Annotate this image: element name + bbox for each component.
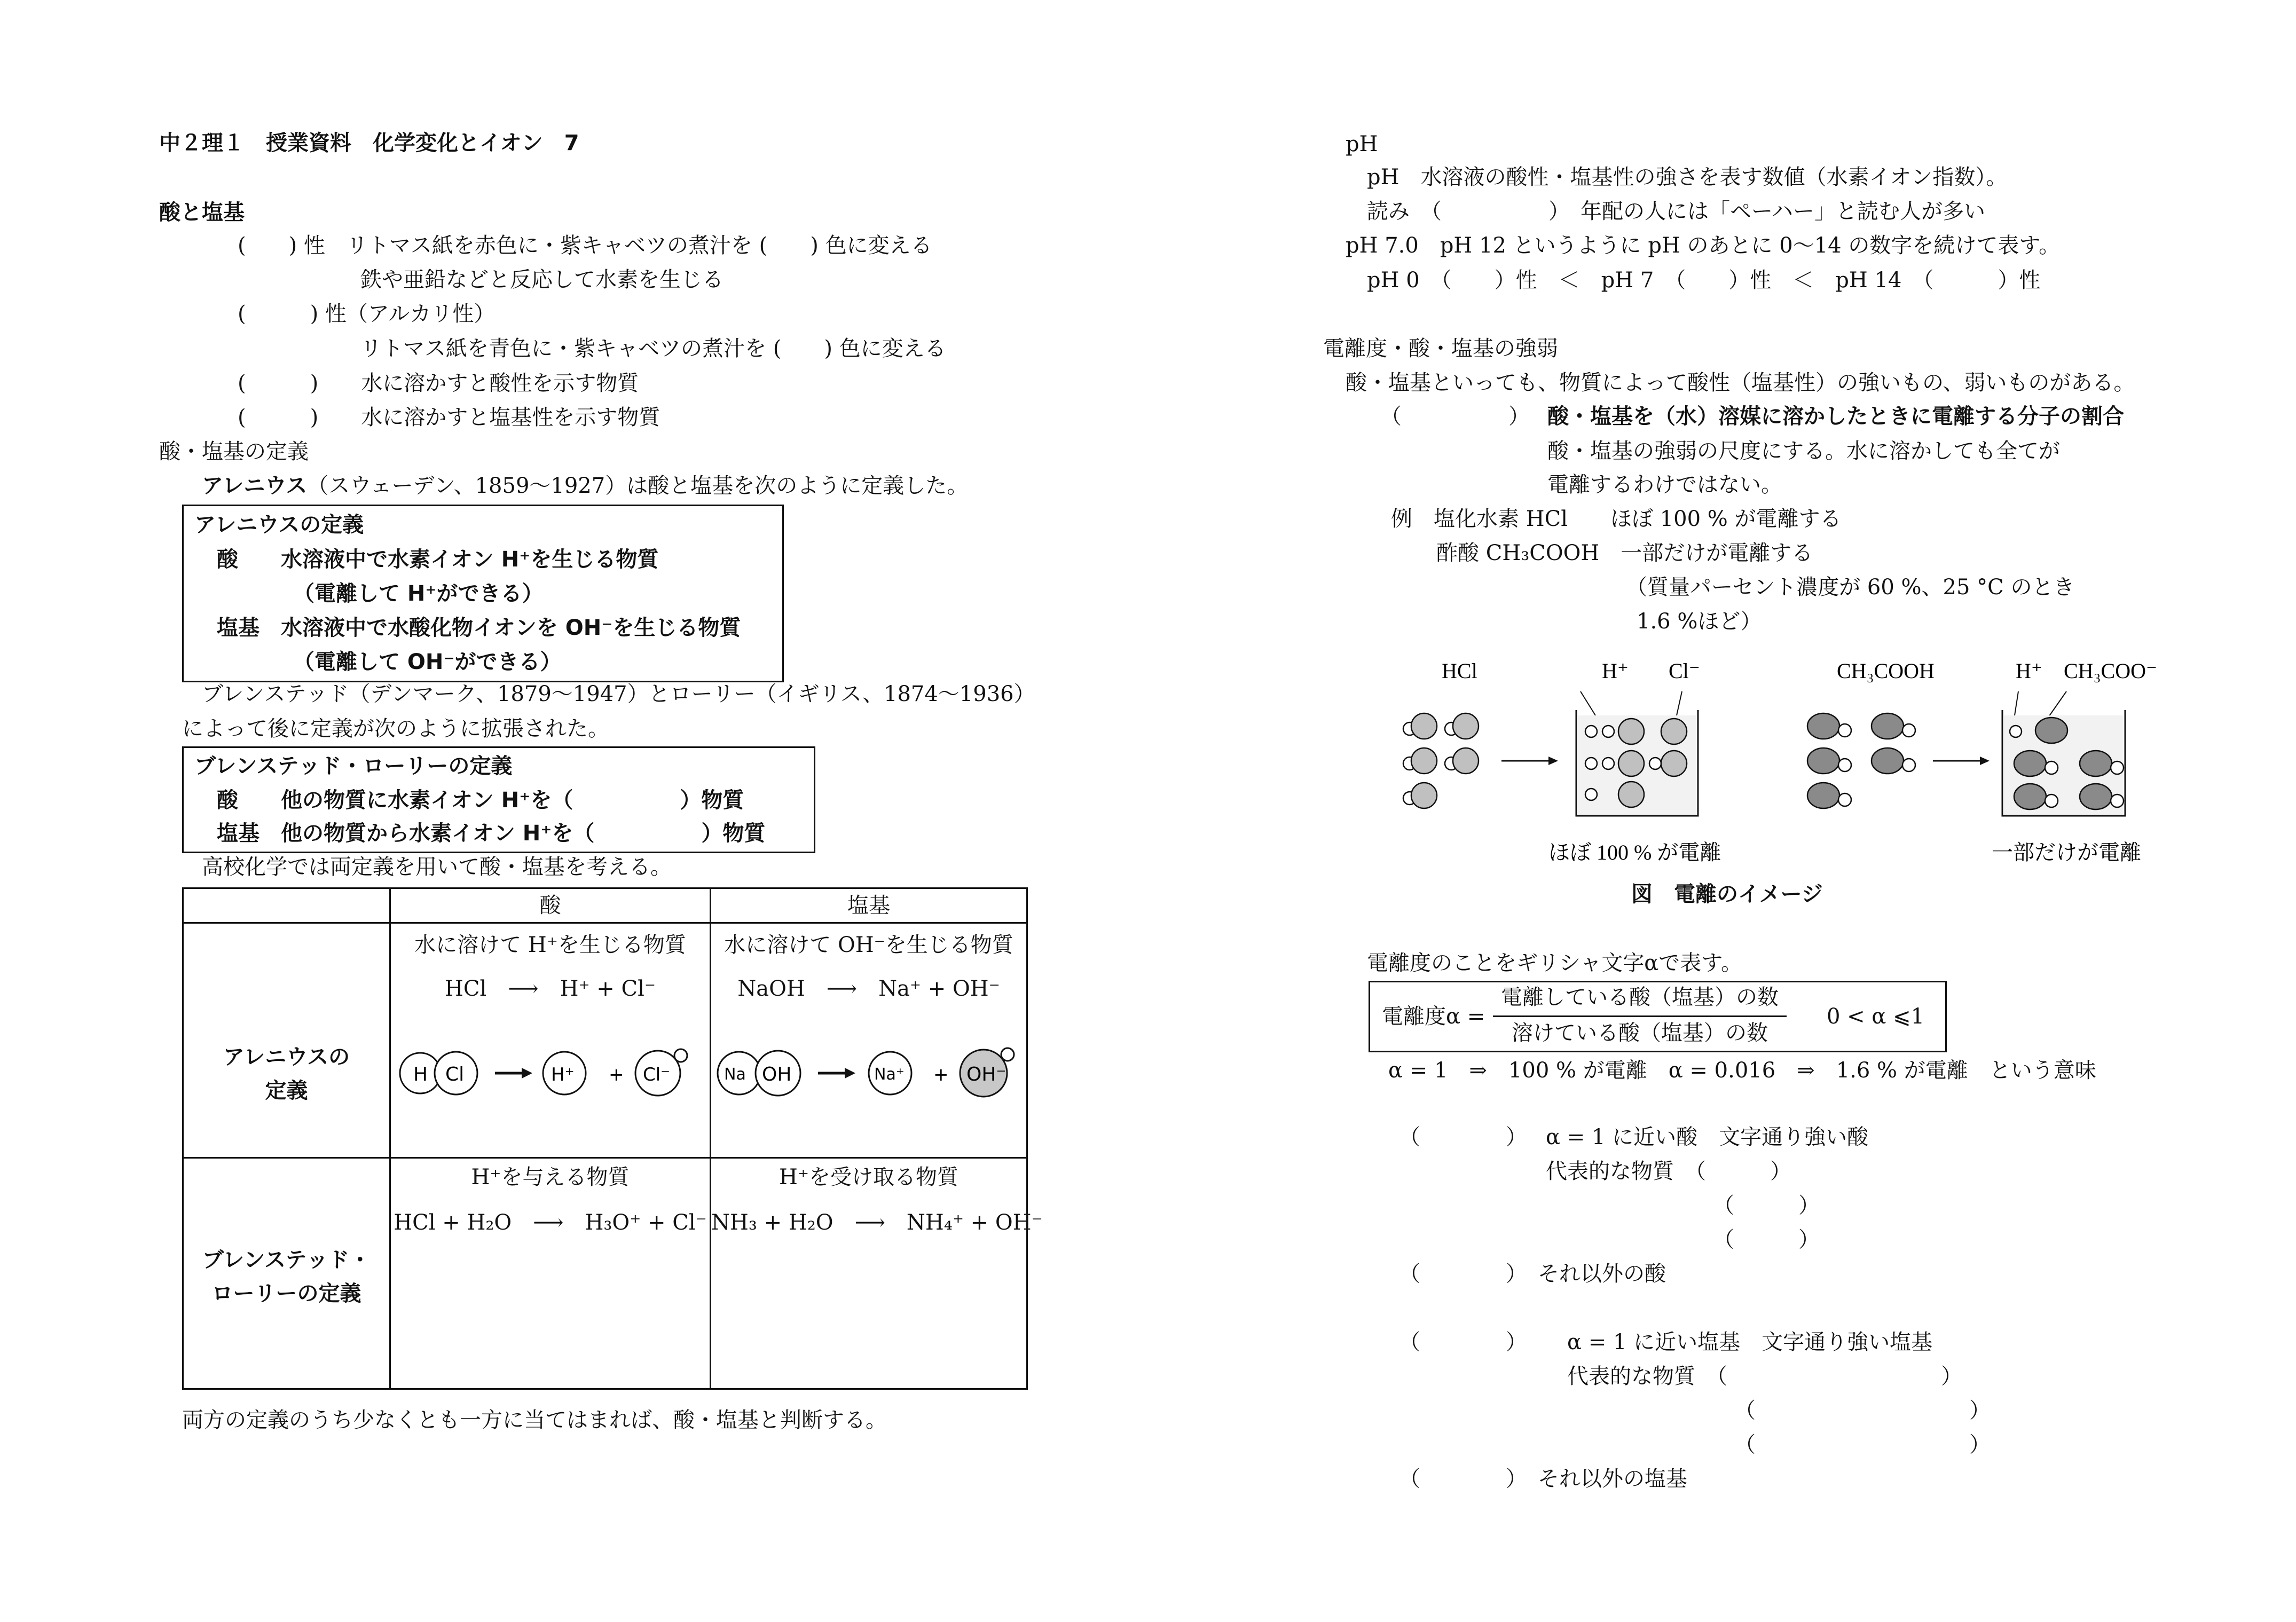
strong-base-desc: α = 1 に近い塩基 文字通り強い塩基	[1567, 1330, 1933, 1355]
base-property-line: ( ) 性（アルカリ性）	[238, 302, 496, 326]
label-acetic-acid: CH₃COOH	[1837, 659, 1935, 683]
arrhenius-acid-desc: 水に溶けて H⁺を生じる物質	[414, 933, 686, 957]
example-acetic-note: （質量パーセント濃度が 60 %、25 °C のとき	[1626, 575, 2075, 600]
caption-partial-ionization: 一部だけが電離	[1992, 840, 2141, 864]
svg-text:+: +	[933, 1064, 949, 1085]
section-title-definitions: 酸・塩基の定義	[159, 439, 309, 464]
example-acetic-note-2: 1.6 %ほど）	[1637, 609, 1762, 634]
strong-base-blank: （ ）	[1399, 1330, 1527, 1355]
label-h-plus: H⁺	[1602, 659, 1629, 683]
table-cell-arrhenius-acid	[390, 923, 711, 1158]
strong-base-examples: 代表的な物質 （ ）	[1567, 1364, 1962, 1389]
base-property-line-2: リトマス紙を青色に・紫キャベツの煮汁を ( ) 色に変える	[360, 336, 946, 361]
ph-example: pH 7.0 pH 12 というように pH のあとに 0〜14 の数字を続けて表す。	[1346, 233, 2061, 258]
arrhenius-acid-molecule-diagram	[391, 1036, 710, 1143]
ionization-figure	[1378, 657, 2232, 881]
bronsted-base-definition: 塩基 他の物質から水素イオン H⁺を（ ）物質	[217, 821, 766, 846]
bronsted-definition-box	[182, 746, 815, 853]
weak-acid-line: （ ） それ以外の酸	[1399, 1262, 1666, 1286]
strong-acid-examples: 代表的な物質 （ ）	[1546, 1159, 1791, 1184]
svg-text:Cl⁻: Cl⁻	[643, 1064, 671, 1085]
definitions-table	[182, 887, 1043, 1390]
acetic-acid-molecules	[1807, 713, 1915, 808]
label-hcl: HCl	[1442, 659, 1477, 683]
ionization-intro: 酸・塩基といっても、物質によって酸性（塩基性）の強いもの、弱いものがある。	[1346, 371, 2135, 395]
table-row-arrhenius-label: アレニウスの 定義	[183, 923, 390, 1158]
arrhenius-base-note: （電離して OH⁻ができる）	[293, 650, 562, 674]
strong-acid-desc: α = 1 に近い酸 文字通り強い酸	[1546, 1125, 1869, 1149]
strong-acid-examples-3: （ ）	[1713, 1227, 1820, 1252]
svg-text:Na⁺: Na⁺	[874, 1065, 905, 1084]
svg-text:Cl: Cl	[445, 1064, 465, 1085]
arrhenius-base-definition: 塩基 水溶液中で水酸化物イオンを OH⁻を生じる物質	[217, 616, 741, 640]
alpha-range: 0 < α ⩽1	[1827, 1004, 1925, 1029]
ionization-section-title: 電離度・酸・塩基の強弱	[1323, 336, 1558, 361]
strong-acid-blank: （ ）	[1399, 1125, 1527, 1149]
svg-text:Na: Na	[724, 1065, 746, 1084]
strong-base-examples-2: （ ）	[1734, 1398, 1991, 1423]
alpha-example: α = 1 ⇒ 100 % が電離 α = 0.016 ⇒ 1.6 % が電離 という意味	[1388, 1058, 2096, 1083]
label-acetate: CH₃COO⁻	[2064, 659, 2158, 683]
alpha-numerator: 電離している酸（塩基）の数	[1501, 985, 1779, 1010]
table-corner-cell	[183, 888, 390, 923]
table-header-acid: 酸	[390, 888, 711, 923]
arrhenius-acid-note: （電離して H⁺ができる）	[293, 581, 544, 606]
label-h-plus-2: H⁺	[2016, 659, 2042, 683]
bronsted-acid-equation: HCl + H₂O ⟶ H₃O⁺ + Cl⁻	[394, 1210, 707, 1235]
hcl-molecules	[1403, 713, 1479, 808]
base-definition-line: ( ) 水に溶かすと塩基性を示す物質	[238, 405, 661, 430]
ionization-blank: （ ）	[1380, 404, 1530, 429]
svg-text:OH: OH	[762, 1064, 792, 1085]
svg-text:+: +	[609, 1064, 624, 1085]
figure-title: 図 電離のイメージ	[1631, 882, 1823, 907]
arrhenius-definition-box	[182, 505, 784, 682]
svg-text:H: H	[413, 1064, 428, 1085]
label-cl-minus: Cl⁻	[1669, 659, 1700, 683]
ph-section-title: pH	[1346, 132, 1378, 156]
table-cell-bronsted-base	[711, 1158, 1043, 1389]
acid-definition-line: ( ) 水に溶かすと酸性を示す物質	[238, 371, 639, 396]
caption-full-ionization: ほぼ 100 % が電離	[1548, 840, 1721, 864]
table-header-base: 塩基	[711, 888, 1027, 923]
ph-definition: pH 水溶液の酸性・塩基性の強さを表す数値（水素イオン指数）。	[1367, 165, 2008, 190]
bronsted-intro-1: ブレンステッド（デンマーク、1879〜1947）とローリー（イギリス、1874〜1936）	[202, 682, 1035, 706]
section-title-acid-base: 酸と塩基	[159, 200, 245, 225]
footer-note: 両方の定義のうち少なくとも一方に当てはまれば、酸・塩基と判断する。	[182, 1408, 887, 1432]
weak-base-line: （ ） それ以外の塩基	[1399, 1467, 1687, 1491]
svg-text:OH⁻: OH⁻	[966, 1064, 1007, 1085]
table-cell-bronsted-acid	[390, 1158, 711, 1389]
ph-reading: 読み （ ） 年配の人には「ペーハー」と読む人が多い	[1367, 199, 1985, 224]
arrhenius-box-title: アレニウスの定義	[194, 513, 364, 537]
bronsted-base-desc: H⁺を受け取る物質	[779, 1165, 958, 1190]
bronsted-acid-desc: H⁺を与える物質	[471, 1165, 630, 1190]
ph-scale: pH 0 （ ）性 ＜ pH 7 （ ）性 ＜ pH 14 （ ）性	[1367, 268, 2041, 293]
arrhenius-base-desc: 水に溶けて OH⁻を生じる物質	[724, 933, 1013, 957]
bronsted-base-equation: NH₃ + H₂O ⟶ NH₄⁺ + OH⁻	[711, 1210, 1043, 1235]
ionization-definition: 酸・塩基を（水）溶媒に溶かしたときに電離する分子の割合	[1547, 404, 2124, 429]
bronsted-intro-2: によって後に定義が次のように拡張された。	[182, 716, 609, 741]
arrhenius-acid-equation: HCl ⟶ H⁺ + Cl⁻	[444, 977, 656, 1001]
example-hcl: 例 塩化水素 HCl ほぼ 100 % が電離する	[1391, 507, 1842, 531]
arrhenius-intro: アレニウス（スウェーデン、1859〜1927）は酸と塩基を次のように定義した。	[202, 474, 969, 498]
alpha-intro: 電離度のことをギリシャ文字αで表す。	[1367, 951, 1743, 975]
alpha-denominator: 溶けている酸（塩基）の数	[1512, 1021, 1768, 1045]
svg-text:H⁺: H⁺	[551, 1064, 575, 1085]
bronsted-box-title: ブレンステッド・ローリーの定義	[194, 754, 513, 778]
strong-base-examples-3: （ ）	[1734, 1432, 1991, 1457]
alpha-formula-box	[1369, 981, 1947, 1052]
ionization-definition-3: 電離するわけではない。	[1547, 473, 1782, 497]
page-title: 中２理１ 授業資料 化学変化とイオン 7	[159, 131, 579, 155]
arrhenius-acid-definition: 酸 水溶液中で水素イオン H⁺を生じる物質	[217, 547, 659, 572]
high-school-note: 高校化学では両定義を用いて酸・塩基を考える。	[202, 855, 672, 879]
table-cell-arrhenius-base	[711, 923, 1027, 1158]
arrhenius-base-equation: NaOH ⟶ Na⁺ + OH⁻	[737, 977, 1000, 1001]
ionization-definition-2: 酸・塩基の強弱の尺度にする。水に溶かしても全てが	[1547, 439, 2060, 463]
strong-acid-examples-2: （ ）	[1713, 1193, 1820, 1218]
bronsted-acid-definition: 酸 他の物質に水素イオン H⁺を（ ）物質	[217, 788, 744, 813]
alpha-lhs: 電離度α =	[1382, 1004, 1485, 1029]
table-row-bronsted-label: ブレンステッド・ ローリーの定義	[183, 1158, 390, 1389]
example-acetic-acid: 酢酸 CH₃COOH 一部だけが電離する	[1436, 541, 1813, 565]
acid-property-line-2: 鉄や亜鉛などと反応して水素を生じる	[360, 267, 724, 292]
acid-property-line: ( ) 性 リトマス紙を赤色に・紫キャベツの煮汁を ( ) 色に変える	[238, 233, 932, 258]
arrhenius-base-molecule-diagram	[711, 1036, 1030, 1143]
